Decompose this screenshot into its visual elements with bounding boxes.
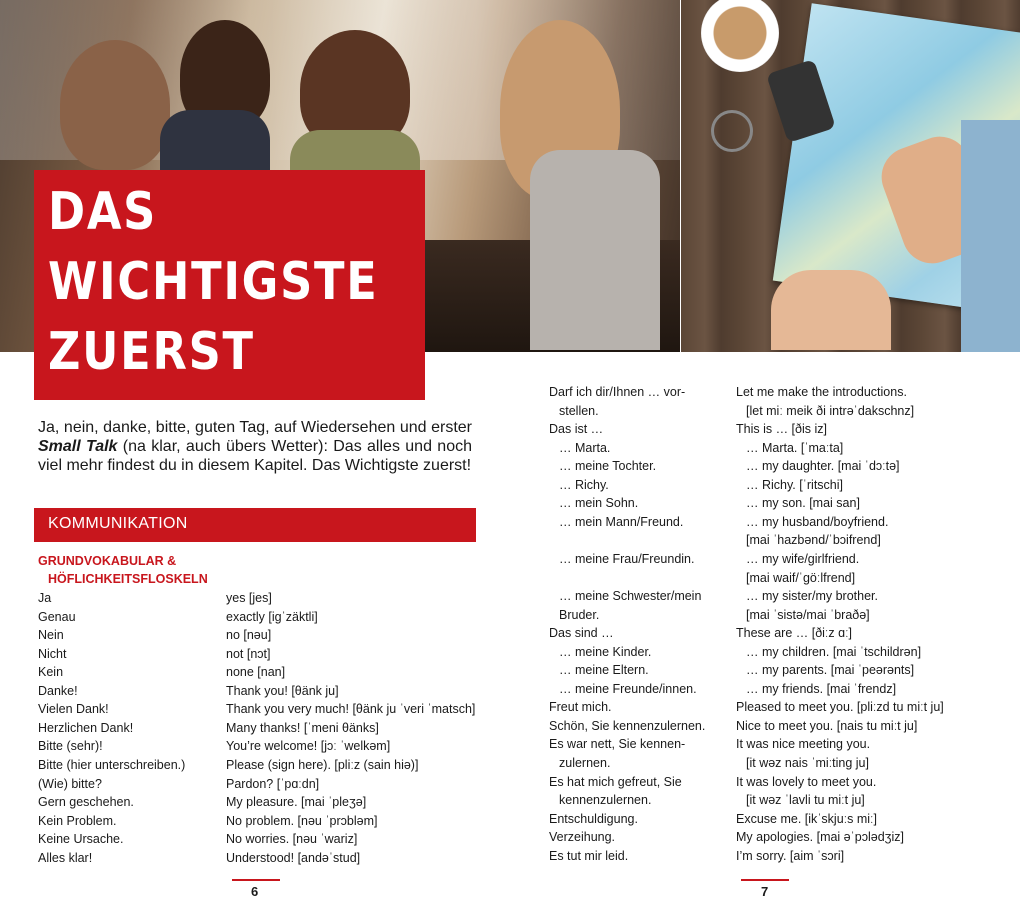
chapter-title-line-2: WICHTIGSTE [48,252,379,312]
vocab-english: yes [jes] [226,591,272,605]
vocab-line: stellen. [559,403,599,418]
vocab-english: Thank you! [θänk ju] [226,683,339,698]
vocab-line: … meine Kinder. [559,644,652,659]
vocab-line: … my son. [mai san] [746,496,860,511]
vocab-line: kennenzulernen. [559,793,652,808]
vocab-line: … Marta. [ˈmaːta] [746,440,844,455]
vocab-row [38,775,478,793]
vocab-line: … my sister/my brother. [746,589,878,604]
vocab-german: Ja [38,591,52,605]
vocab-line: … mein Sohn. [559,496,639,511]
vocab-german: Nicht [38,646,67,661]
vocab-row [38,700,478,718]
vocab-english: Pardon? [ˈpɑːdn] [226,776,320,791]
vocab-line: Bruder. [559,607,600,622]
subheading-line-2: HÖFLICHKEITSFLOSKELN [48,572,208,586]
subheading-line-1: GRUNDVOKABULAR & [38,554,177,568]
vocab-line: [mai waif/ˈgöːlfrend] [746,570,856,585]
intro-emphasis: Small Talk [38,438,118,455]
vocab-line: [mai ˈsistə/mai ˈbraðə] [746,607,870,622]
vocab-line: It was nice meeting you. [736,737,871,752]
vocab-line: Let me make the introductions. [736,385,907,399]
vocab-line: [mai ˈhazbənd/ˈbɔifrend] [746,533,881,548]
vocab-line: zulernen. [559,756,611,770]
vocab-line: Entschuldigung. [549,811,638,826]
vocab-line: My apologies. [mai əˈpɔlədʒiz] [736,830,904,845]
vocab-line: [it wəz nais ˈmiːting ju] [746,756,869,770]
vocab-line: … mein Mann/Freund. [559,514,684,529]
vocab-german: Kein [38,665,64,680]
vocab-line: [let miː meik ði intrəˈdakschnz] [746,403,915,418]
vocab-line: … my children. [mai ˈtschildrən] [746,644,922,659]
vocab-line: Das ist … [549,422,604,437]
vocab-row [38,645,478,663]
vocab-line: Excuse me. [ikˈskjuːs miː] [736,811,877,826]
intro-text-1: Ja, nein, danke, bitte, guten Tag, auf Wiedersehen und erster [38,419,472,436]
vocab-german: Gern geschehen. [38,795,134,810]
section-title: KOMMUNIKATION [48,515,188,532]
vocab-line: … my wife/girlfriend. [746,551,860,566]
vocab-line: Freut mich. [549,700,612,715]
vocab-line: Pleased to meet you. [pliːzd tu miːt ju] [736,700,944,715]
vocab-line: Es hat mich gefreut, Sie [549,774,682,789]
chapter-intro [38,418,472,475]
vocab-english: Understood! [andəˈstud] [226,850,361,865]
vocab-line: I’m sorry. [aim ˈsɔri] [736,848,845,863]
vocab-row [38,849,478,867]
vocab-english: You’re welcome! [jɔː ˈwelkəm] [226,739,391,754]
vocab-line: It was lovely to meet you. [736,774,877,789]
vocab-row [38,589,478,607]
subheading [38,552,208,588]
vocab-english: Please (sign here). [pliːz (sain hiə)] [226,757,419,772]
vocab-line: … meine Eltern. [559,663,649,678]
chapter-title-box [34,170,425,400]
vocab-english: not [nɔt] [226,646,271,661]
vocab-english: none [nan] [226,665,286,680]
vocab-english: My pleasure. [mai ˈpleʒə] [226,795,367,810]
vocab-line: These are … [ðiːz ɑː] [736,626,853,641]
vocab-line: Darf ich dir/Ihnen … vor- [549,385,686,399]
vocab-line: … my daughter. [mai ˈdɔːtə] [746,459,900,474]
vocab-german: Nein [38,628,64,643]
vocab-english: no [nəu] [226,628,272,643]
vocab-line: … meine Frau/Freundin. [559,551,695,566]
vocab-row [38,756,478,774]
vocab-english: Many thanks! [ˈmeni θänks] [226,720,379,735]
vocab-row [38,812,478,830]
page-number-left: 6 [251,884,259,899]
section-header [34,508,476,542]
vocab-line: … meine Freunde/innen. [559,681,697,696]
vocab-line: … Richy. [ˈritschi] [746,477,843,492]
vocab-row [38,737,478,755]
vocab-english: Thank you very much! [θänk ju ˈveri ˈmatsch] [226,702,476,717]
vocab-german: Bitte (sehr)! [38,739,103,754]
vocab-line: [it wəz ˈlavli tu miːt ju] [746,793,865,808]
vocab-line: This is … [ðis iz] [736,422,827,437]
page-number-rule-left [232,879,280,881]
page-number-rule-right [741,879,789,881]
vocab-row [38,608,478,626]
vocab-german: Keine Ursache. [38,832,124,847]
page-number-right: 7 [761,884,769,899]
vocab-line: … meine Schwester/mein [559,589,702,604]
vocab-row [38,626,478,644]
chapter-title-line-1: DAS [48,182,158,242]
vocab-row [38,663,478,681]
vocab-german: Kein Problem. [38,813,117,828]
vocab-german: Alles klar! [38,850,93,865]
vocab-english: exactly [igˈzäktli] [226,609,318,624]
vocab-line: Es war nett, Sie kennen- [549,737,686,752]
vocab-german: (Wie) bitte? [38,776,102,791]
vocab-german: Danke! [38,683,78,698]
vocab-german: Genau [38,609,76,624]
vocab-line: … my friends. [mai ˈfrendz] [746,681,897,696]
vocab-line: Verzeihung. [549,830,616,845]
intro-text-2: (na klar, auch übers Wetter): Das alles und noch viel mehr findest du in diesem Kapitel. Das Wichtigste zuerst! [38,438,473,474]
chapter-title-line-3: ZUERST [48,322,255,382]
vocab-german: Vielen Dank! [38,702,109,717]
vocab-german: Herzlichen Dank! [38,720,134,735]
vocab-row [38,830,478,848]
vocab-english: No worries. [nəu ˈwariz] [226,832,358,847]
vocab-line: Es tut mir leid. [549,848,629,863]
vocab-line: … my parents. [mai ˈpeərənts] [746,663,915,678]
vocab-german: Bitte (hier unterschreiben.) [38,757,186,772]
vocab-line: … Richy. [559,477,609,492]
vocab-english: No problem. [nəu ˈprɔbləm] [226,813,378,828]
vocab-line: … meine Tochter. [559,459,657,474]
vocab-line: … my husband/boyfriend. [746,514,889,529]
vocab-line: Das sind … [549,626,614,641]
vocab-row [38,793,478,811]
photo-map-planning [681,0,1020,352]
vocab-row [38,682,478,700]
vocab-line: Schön, Sie kennenzulernen. [549,718,706,733]
vocab-row [38,719,478,737]
vocab-line: Nice to meet you. [nais tu miːt ju] [736,718,918,733]
vocab-line: … Marta. [559,440,611,455]
